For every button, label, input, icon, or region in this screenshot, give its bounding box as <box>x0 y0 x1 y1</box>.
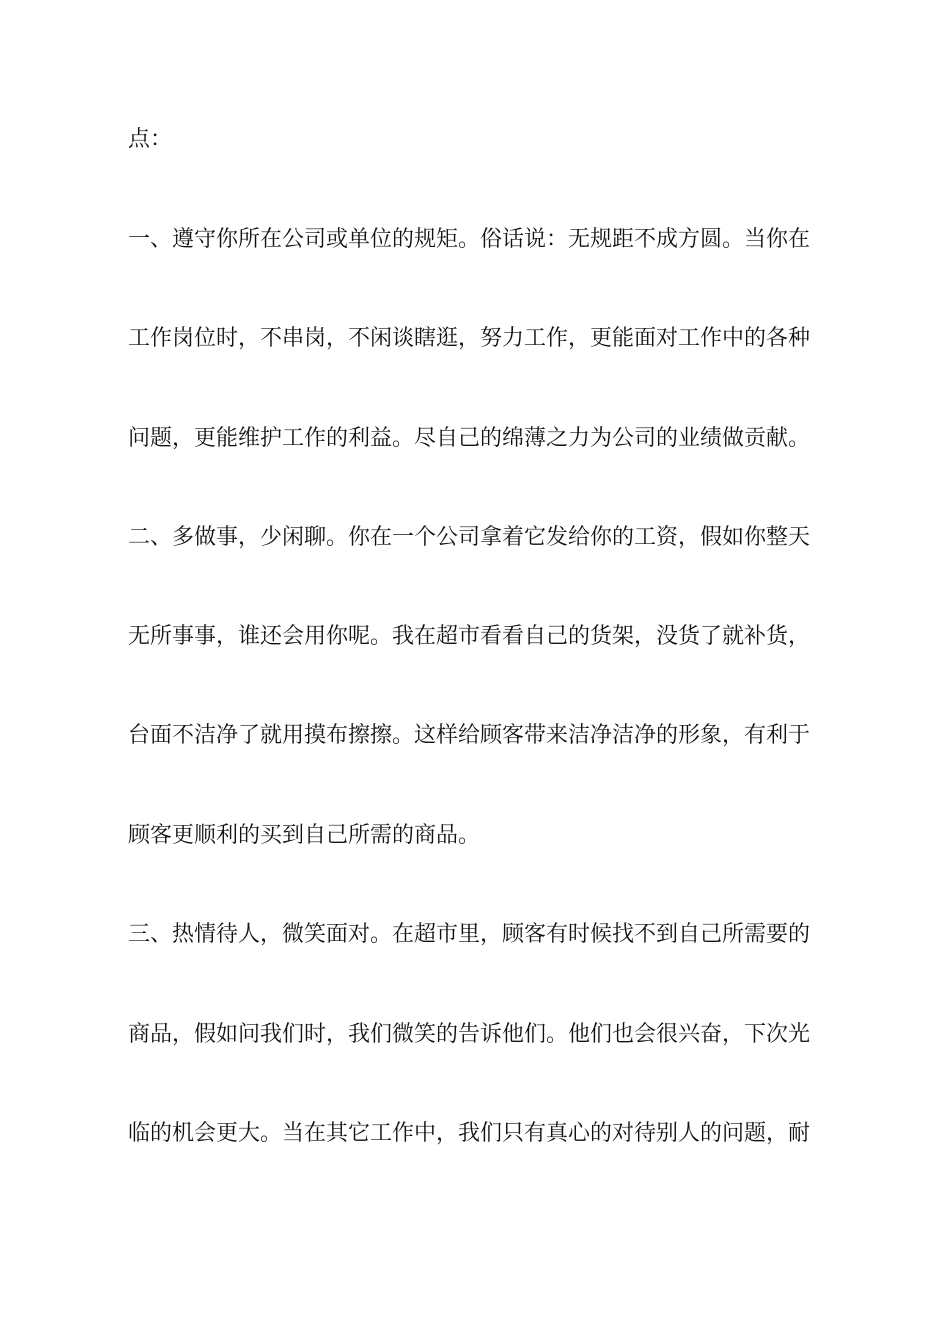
text-line: 顾客更顺利的买到自己所需的商品。 <box>128 823 481 848</box>
text-line: 点： <box>128 127 173 152</box>
text-line: 临的机会更大。当在其它工作中，我们只有真心的对待别人的问题，耐 <box>128 1121 811 1146</box>
text-line: 无所事事，谁还会用你呢。我在超市看看自己的货架，没货了就补货， <box>128 624 811 649</box>
text-line: 二、多做事，少闲聊。你在一个公司拿着它发给你的工资，假如你整天 <box>128 525 811 550</box>
text-line: 一、遵守你所在公司或单位的规矩。俗话说：无规距不成方圆。当你在 <box>128 227 811 252</box>
text-line: 台面不洁净了就用摸布擦擦。这样给顾客带来洁净洁净的形象，有利于 <box>128 723 811 748</box>
text-line: 问题，更能维护工作的利益。尽自己的绵薄之力为公司的业绩做贡献。 <box>128 426 811 451</box>
text-line: 三、热情待人，微笑面对。在超市里，顾客有时候找不到自己所需要的 <box>128 922 811 947</box>
text-line: 商品，假如问我们时，我们微笑的告诉他们。他们也会很兴奋，下次光 <box>128 1022 811 1047</box>
text-line: 工作岗位时，不串岗，不闲谈瞎逛，努力工作，更能面对工作中的各种 <box>128 326 811 351</box>
